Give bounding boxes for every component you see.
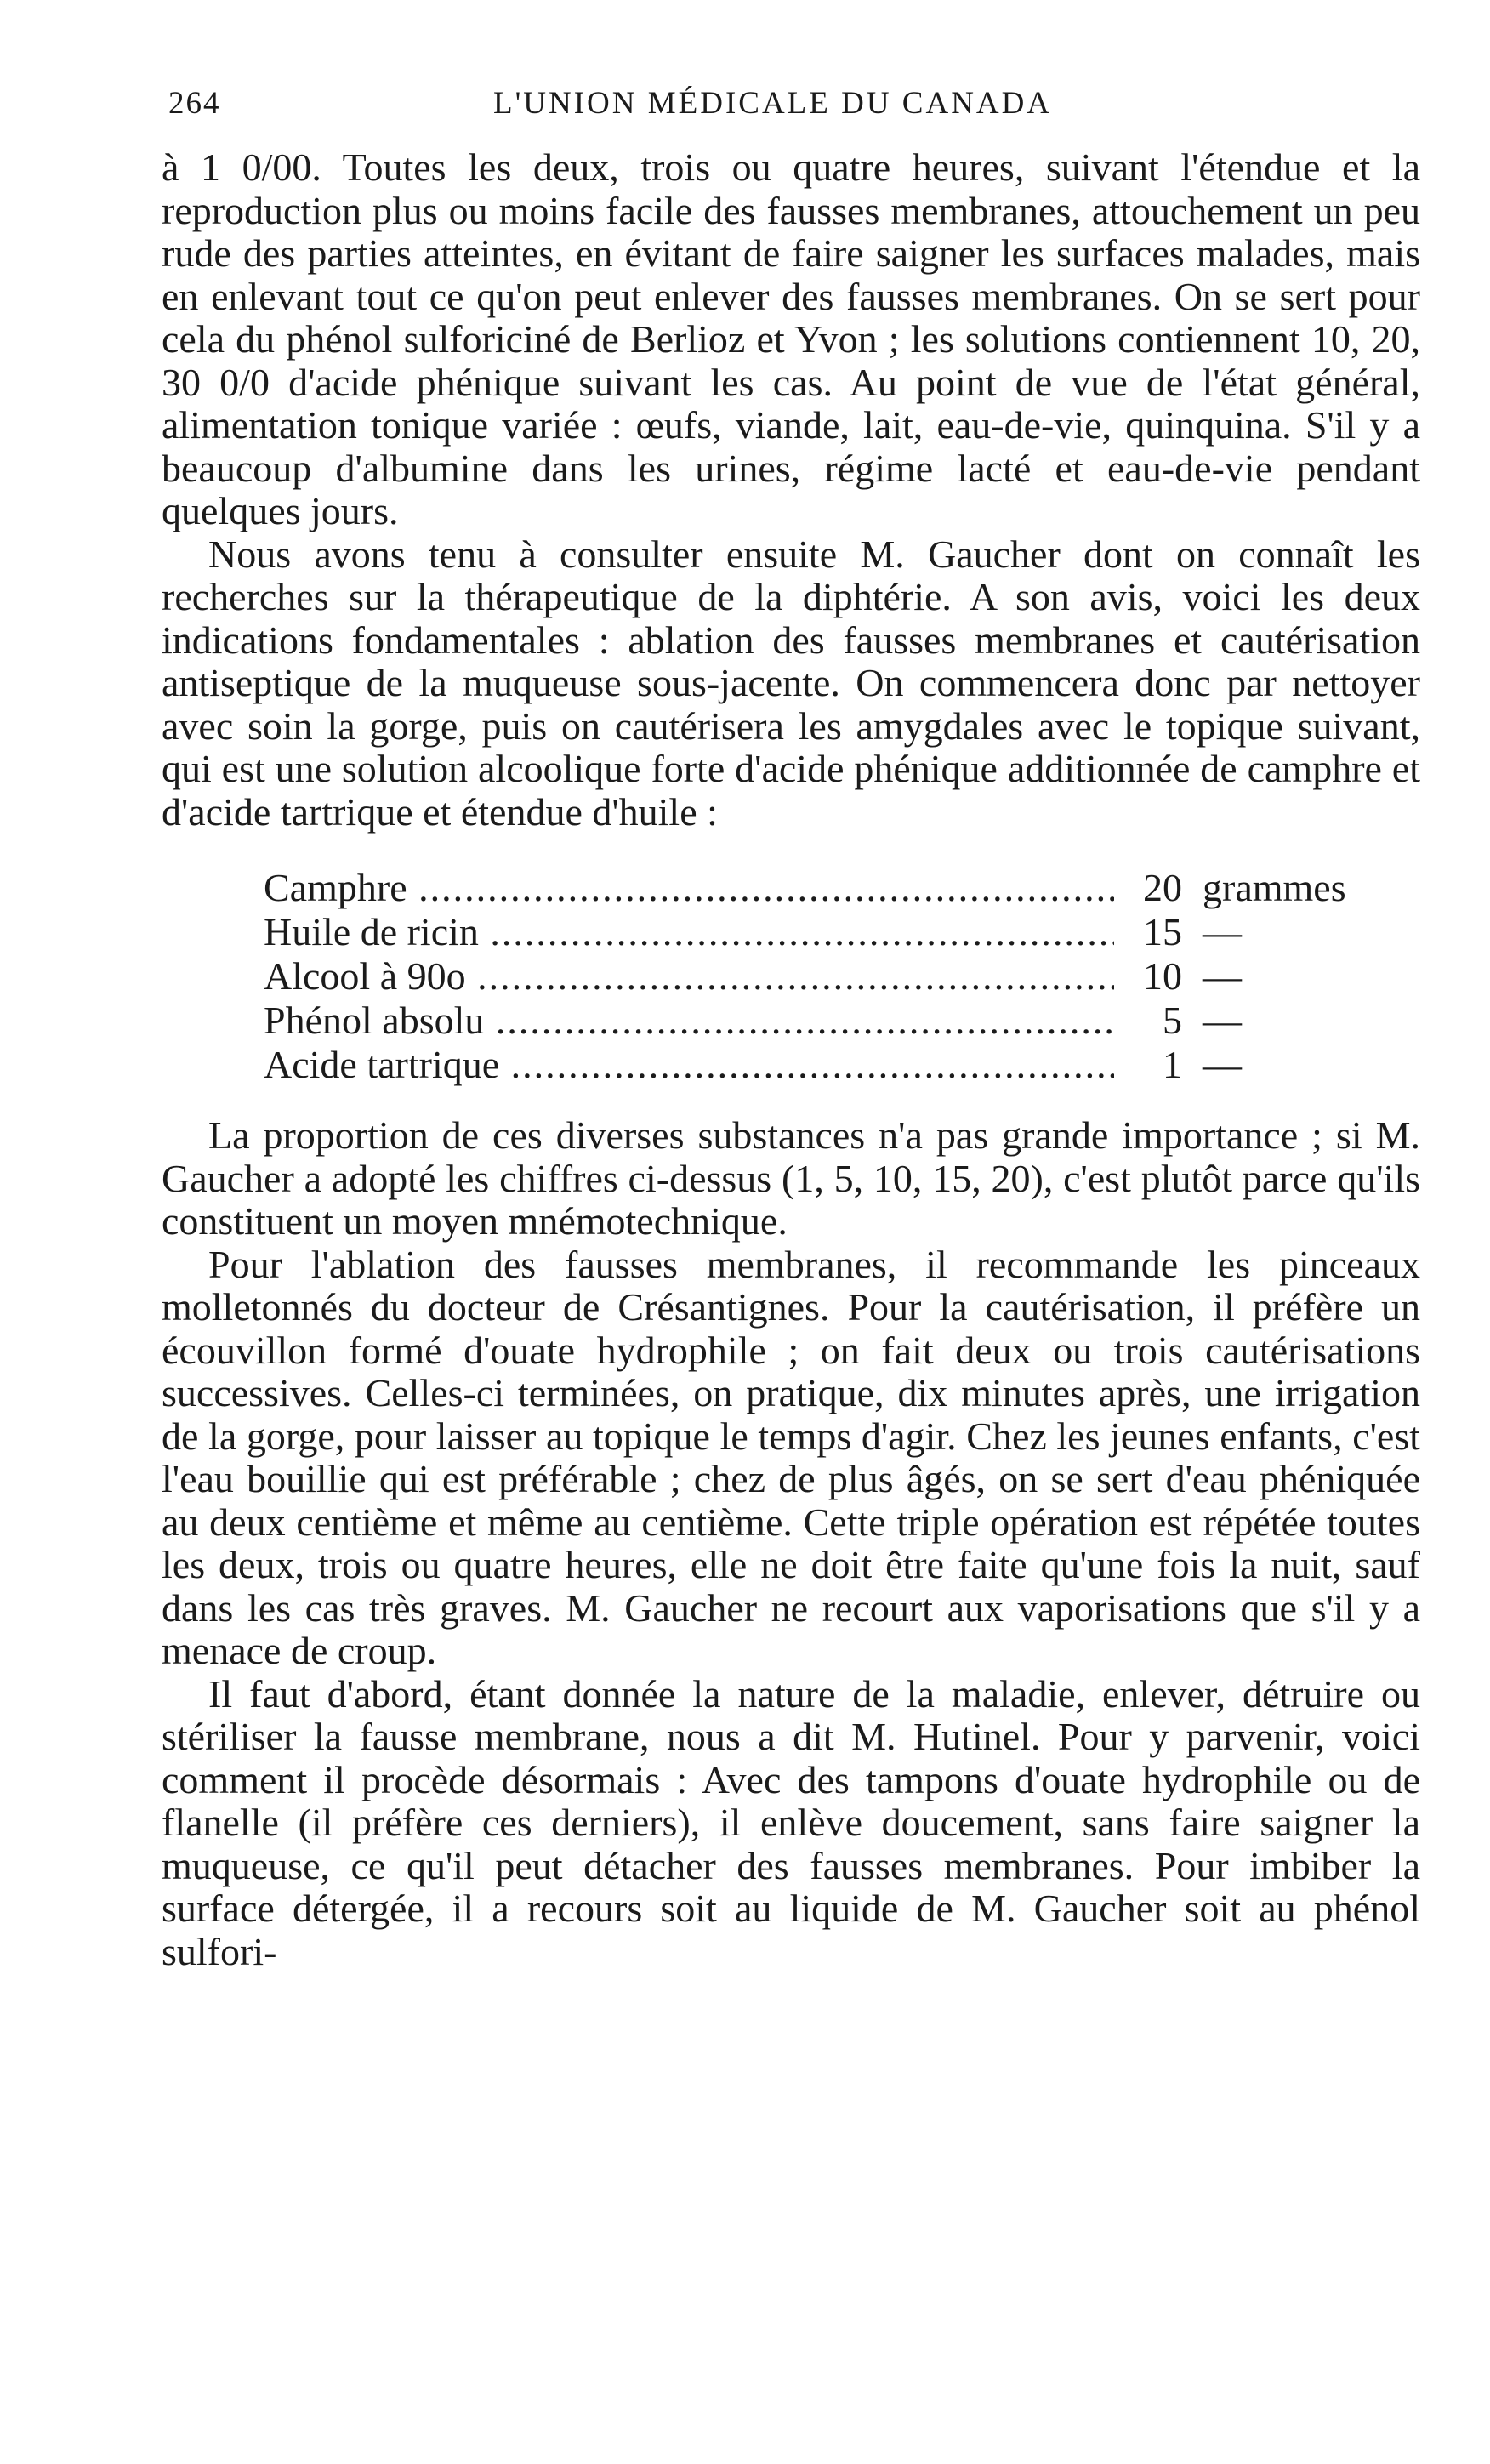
body-text (162, 146, 1420, 1973)
ingredient-quantity: 20 (1143, 866, 1182, 909)
recipe-row-acide (264, 1043, 1386, 1087)
paragraph-proportion: La proportion de ces diverses substances n'a pas grande importance ; si M. Gaucher a adopté les chiffres ci-dessus (1, 5, 10, 15, 20), c'est plutôt parce qu'ils constituent un moyen mnémotechnique. (162, 1113, 1420, 1243)
ingredient-quantity: 1 (1163, 1043, 1182, 1086)
recipe-table (264, 866, 1386, 1087)
recipe-row-alcool (264, 954, 1386, 999)
ingredient-unit: — (1203, 999, 1242, 1042)
ingredient-unit: — (1203, 910, 1242, 953)
ingredient-name: Acide tartrique ..... (264, 1043, 1114, 1087)
paragraph-ablation: Pour l'ablation des fausses membranes, il recommande les pinceaux molletonnés du docteur de Crésantignes. Pour la cautérisation, il préfère un écouvillon formé d'ouate hydrophile ; on fait deux ou trois cautérisations successives. Celles-ci terminées, on pratique, dix minutes après, une irrigation de la gorge, pour laisser au topique le temps d'agir. Chez les jeunes enfants, c'est l'eau bouillie qui est préférable ; chez de plus âgés, on se sert d'eau phéniquée au deux centième et même au centième. Cette triple opération est répétée toutes les deux, trois ou quatre heures, elle ne doit être faite qu'une fois la nuit, sauf dans les cas très graves. M. Gaucher ne recourt aux vaporisations que s'il y a menace de croup. (162, 1242, 1420, 1672)
paragraph-continued: à 1 0/00. Toutes les deux, trois ou quatre heures, suivant l'étendue et la reproduction plus ou moins facile des fausses membranes, attouchement un peu rude des parties atteintes, en évitant de faire saigner les surfaces malades, mais en enlevant tout ce qu'on peut enlever des fausses membranes. On se sert pour cela du phénol sulforiciné de Berlioz et Yvon ; les solutions contiennent 10, 20, 30 0/0 d'acide phénique suivant les cas. Au point de vue de l'état général, alimentation tonique variée : œufs, viande, lait, eau-de-vie, quinquina. S'il y a beaucoup d'albumine dans les urines, régime lacté et eau-de-vie pendant quelques jours. (162, 145, 1420, 532)
page-number: 264 (168, 86, 221, 121)
running-head (162, 85, 1420, 136)
paragraph-hutinel: Il faut d'abord, étant donnée la nature de la maladie, enlever, détruire ou stériliser la fausse membrane, nous a dit M. Hutinel. Pour y parvenir, voici comment il procède désormais : Avec des tampons d'ouate hydrophile ou de flanelle (il préfère ces derniers), il enlève doucement, sans faire saigner la muqueuse, ce qu'il peut détacher des fausses membranes. Pour imbiber la surface détergée, il a recours soit au liquide de M. Gaucher soit au phénol sulfori- (162, 1671, 1420, 1973)
recipe-row-camphre (264, 866, 1386, 910)
ingredient-unit: — (1203, 954, 1242, 998)
journal-title: L'UNION MÉDICALE DU CANADA (493, 86, 1053, 121)
ingredient-quantity: 5 (1163, 999, 1182, 1042)
ingredient-quantity: 15 (1143, 910, 1182, 953)
ingredient-quantity: 10 (1143, 954, 1182, 998)
ingredient-name: Camphre ..... (264, 866, 1114, 910)
recipe-row-huile (264, 910, 1386, 954)
ingredient-name: Phénol absolu ..... (264, 999, 1114, 1043)
paragraph-gaucher: Nous avons tenu à consulter ensuite M. Gaucher dont on connaît les recherches sur la thérapeutique de la diphtérie. A son avis, voici les deux indications fondamentales : ablation des fausses membranes et cautérisation antiseptique de la muqueuse sous-jacente. On commencera donc par nettoyer avec soin la gorge, puis on cautérisera les amygdales avec le topique suivant, qui est une solution alcoolique forte d'acide phénique additionnée de camphre et d'acide tartrique et étendue d'huile : (162, 532, 1420, 834)
recipe-row-phenol (264, 999, 1386, 1043)
ingredient-name: Alcool à 90o ..... (264, 954, 1114, 999)
ingredient-name: Huile de ricin ..... (264, 910, 1114, 954)
ingredient-unit: grammes (1203, 866, 1346, 909)
ingredient-unit: — (1203, 1043, 1242, 1086)
document-page (162, 85, 1420, 1973)
